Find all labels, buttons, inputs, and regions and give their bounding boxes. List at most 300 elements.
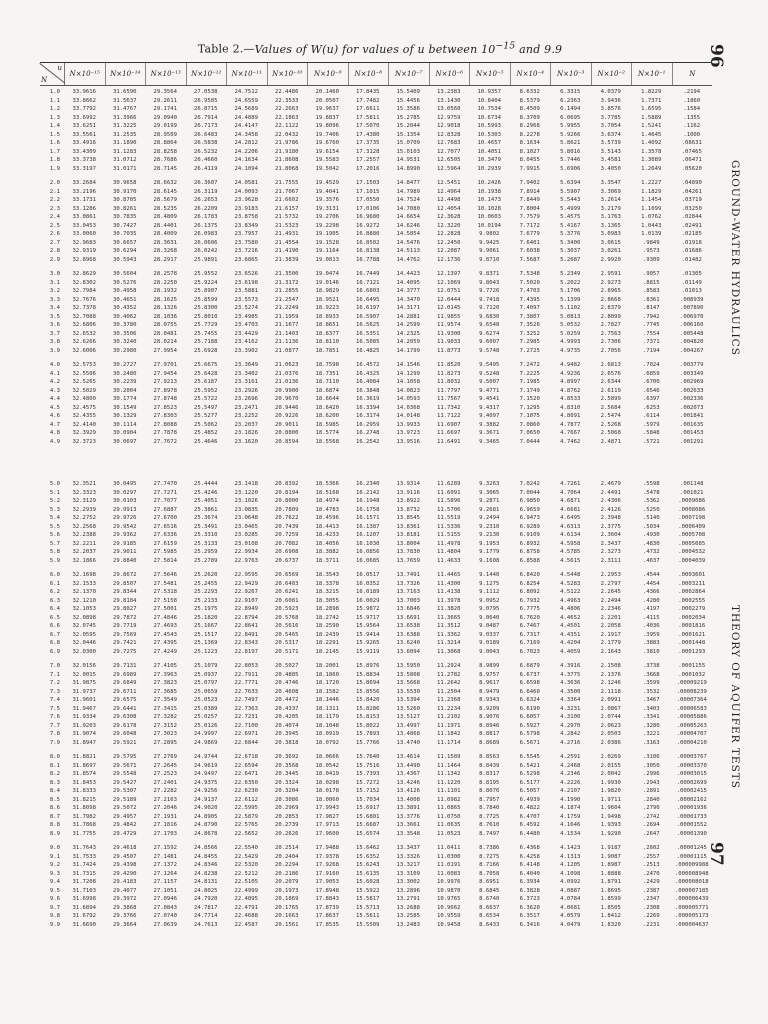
- table-cell: 5.7446: [560, 157, 581, 163]
- n-value: 4.1: [49, 370, 60, 377]
- table-cell: 16.6803: [355, 288, 380, 294]
- table-cell: 1.9290: [600, 830, 621, 837]
- table-cell: 2.4679: [600, 481, 621, 487]
- table-cell: 24.1094: [234, 165, 259, 172]
- table-cell: 30.5276: [112, 279, 137, 286]
- table-cell: 20.7259: [274, 532, 299, 538]
- table-cell: 4.9735: [560, 347, 581, 354]
- table-cell: 7.0242: [519, 481, 540, 487]
- table-cell: 12.7683: [436, 140, 461, 146]
- table-cell: 29.6048: [112, 731, 137, 737]
- table-cell: 4.1423: [560, 845, 581, 851]
- table-cell: 13.6094: [396, 648, 421, 655]
- n-value: 3.0: [49, 271, 60, 277]
- n-value: 8.5: [49, 796, 60, 803]
- table-cell: 16.0352: [355, 580, 380, 587]
- value-column: [145, 270, 186, 355]
- table-cell: .8147: [642, 305, 660, 311]
- table-cell: 15.8022: [355, 722, 380, 729]
- table-cell: .00004210: [676, 739, 707, 746]
- n-value: 8.8: [49, 822, 60, 828]
- n-value: 3.4: [49, 305, 60, 311]
- table-cell: 5.4999: [560, 205, 581, 212]
- value-column: [307, 571, 348, 656]
- table-cell: .0007198: [678, 515, 706, 521]
- table-cell: .07465: [681, 148, 702, 155]
- table-cell: 14.3470: [396, 296, 421, 303]
- table-cell: 25.7729: [193, 322, 218, 328]
- table-cell: 21.5732: [274, 214, 299, 220]
- value-column: [510, 270, 551, 355]
- table-cell: 16.1758: [355, 506, 380, 513]
- table-cell: 3.7785: [600, 114, 621, 121]
- table-cell: 15.7152: [355, 788, 380, 794]
- table-cell: 21.4931: [274, 231, 299, 237]
- table-cell: 20.8594: [274, 438, 299, 445]
- table-cell: 20.5616: [274, 623, 299, 629]
- table-cell: 11.9300: [436, 330, 461, 337]
- table-cell: 11.9033: [436, 339, 461, 345]
- table-cell: .01686: [681, 248, 702, 254]
- table-cell: 10.1473: [477, 197, 502, 203]
- table-cell: 20.5317: [274, 640, 299, 646]
- table-cell: 31.6690: [72, 921, 97, 928]
- table-cell: .02844: [681, 214, 702, 220]
- table-cell: 2.6119: [600, 387, 621, 394]
- table-cell: 31.3966: [112, 114, 137, 121]
- table-cell: 20.5768: [274, 614, 299, 621]
- n-value: 3.7: [49, 330, 60, 337]
- table-cell: 29.7275: [112, 648, 137, 655]
- table-cell: 18.8933: [315, 313, 340, 320]
- table-cell: 26.2209: [193, 205, 218, 212]
- table-cell: 11.3512: [436, 623, 461, 629]
- table-cell: 25.6928: [193, 347, 218, 354]
- table-cell: 11.0750: [436, 813, 461, 820]
- table-cell: 7.1749: [519, 387, 540, 394]
- n-value: 2.7: [49, 239, 60, 246]
- table-cell: 33.7792: [72, 106, 97, 112]
- table-cell: 14.7989: [396, 188, 421, 195]
- table-cell: 17.8435: [355, 89, 380, 95]
- table-cell: 4.0784: [560, 896, 581, 902]
- table-cell: 27.7878: [153, 430, 178, 436]
- table-cell: 1.2649: [641, 165, 662, 172]
- table-cell: 27.3282: [153, 714, 178, 720]
- table-cell: 30.4651: [112, 296, 137, 303]
- table-cell: 24.9375: [193, 779, 218, 786]
- table-cell: 1.8505: [600, 904, 621, 911]
- table-cell: 17.9268: [315, 862, 340, 868]
- table-cell: 31.6894: [72, 904, 97, 911]
- table-cell: 32.3929: [72, 430, 97, 436]
- table-cell: 32.7984: [72, 288, 97, 294]
- table-cell: 12.6505: [436, 157, 461, 163]
- table-cell: 2.5899: [600, 396, 621, 402]
- table-cell: 10.2939: [477, 165, 502, 172]
- table-cell: 8.7166: [479, 862, 500, 868]
- table-cell: 3.3069: [600, 188, 621, 195]
- table-cell: 4.7462: [560, 438, 581, 445]
- table-cell: 22.7100: [234, 722, 259, 729]
- value-column: [226, 179, 267, 264]
- table-cell: .01918: [681, 239, 702, 246]
- table-cell: 32.0015: [72, 671, 97, 678]
- table-cell: 29.5671: [112, 762, 137, 769]
- table-cell: .3341: [642, 714, 660, 720]
- table-cell: 11.0523: [436, 830, 461, 837]
- table-cell: 27.8978: [153, 387, 178, 394]
- table-cell: 6.7467: [519, 623, 540, 629]
- table-cell: 4.4204: [560, 640, 581, 646]
- table-cell: 18.2145: [315, 648, 340, 655]
- table-cell: 30.0904: [112, 430, 137, 436]
- n-value: 3.8: [49, 339, 60, 345]
- table-cell: 22.5429: [234, 853, 259, 860]
- table-cell: 18.5774: [315, 430, 340, 436]
- table-cell: 33.0060: [72, 231, 97, 237]
- table-cell: 1.0139: [641, 231, 662, 237]
- table-cell: .03250: [681, 205, 702, 212]
- table-cell: 15.8153: [355, 714, 380, 720]
- table-cell: 12.2087: [436, 248, 461, 254]
- table-cell: 20.2969: [274, 805, 299, 811]
- table-cell: .00001733: [676, 813, 707, 820]
- table-cell: 29.1741: [153, 106, 178, 112]
- table-cell: 16.8502: [355, 239, 380, 246]
- table-cell: 1.8791: [600, 879, 621, 885]
- n-column: [40, 179, 64, 264]
- table-cell: 33.9616: [72, 89, 97, 95]
- table-cell: 19.9637: [315, 106, 340, 112]
- table-cell: .002969: [679, 379, 704, 385]
- table-cell: 23.9183: [234, 205, 259, 212]
- n-value: 6.0: [49, 572, 60, 578]
- table-cell: 24.4147: [234, 123, 259, 129]
- table-cell: 9.3465: [479, 438, 500, 445]
- table-cell: 5.2349: [560, 271, 581, 277]
- value-column: [348, 179, 389, 264]
- table-cell: .00009219: [676, 680, 707, 686]
- table-cell: 31.9601: [72, 697, 97, 703]
- value-column: [105, 179, 146, 264]
- table-cell: 2.3604: [600, 532, 621, 538]
- table-cell: 27.7271: [153, 489, 178, 496]
- table-cell: .004820: [679, 339, 704, 345]
- table-cell: 18.2291: [315, 640, 340, 646]
- value-column: [186, 662, 227, 747]
- table-cell: 23.1220: [234, 489, 259, 496]
- table-cell: .001841: [679, 413, 704, 419]
- table-cell: 18.7598: [315, 362, 340, 368]
- table-cell: 13.7491: [396, 572, 421, 578]
- table-cell: 27.6336: [153, 532, 178, 538]
- n-value: 6.3: [49, 597, 60, 604]
- table-cell: 15.6801: [355, 813, 380, 820]
- value-column: [631, 270, 672, 355]
- value-column: [307, 179, 348, 264]
- table-cell: 5.9955: [560, 123, 581, 129]
- table-cell: 29.6178: [112, 722, 137, 729]
- table-cell: 24.9020: [193, 805, 218, 811]
- table-cell: 11.8273: [436, 370, 461, 377]
- table-cell: 27.2282: [153, 788, 178, 794]
- table-cell: 30.5943: [112, 256, 137, 263]
- table-bottom-half: [40, 480, 712, 928]
- table-cell: 20.6081: [274, 597, 299, 604]
- table-cell: 17.9160: [315, 870, 340, 877]
- n-value: 7.4: [49, 697, 60, 703]
- table-cell: 4.2346: [560, 771, 581, 777]
- table-cell: 5.3776: [560, 231, 581, 237]
- table-cell: 4.5448: [560, 572, 581, 578]
- table-cell: 6.3828: [519, 887, 540, 894]
- table-cell: 24.8346: [193, 862, 218, 868]
- table-cell: .2513: [642, 862, 660, 868]
- table-cell: 20.4337: [274, 705, 299, 712]
- value-column: [267, 753, 308, 838]
- table-cell: 14.6654: [396, 214, 421, 220]
- table-cell: 23.0835: [234, 506, 259, 513]
- value-column: [631, 88, 672, 173]
- table-cell: 27.0843: [153, 904, 178, 911]
- table-cell: 15.9872: [355, 606, 380, 612]
- value-column: [672, 571, 713, 656]
- n-value: 2.6: [49, 231, 60, 237]
- table-cell: 21.7067: [274, 188, 299, 195]
- n-value: 7.3: [49, 688, 60, 695]
- table-cell: 1.4092: [641, 140, 662, 146]
- table-cell: 13.5127: [396, 714, 421, 720]
- table-cell: 18.1446: [315, 697, 340, 703]
- table-cell: 13.3109: [396, 870, 421, 877]
- table-cell: 2.7306: [600, 339, 621, 345]
- table-cell: 18.3215: [315, 589, 340, 595]
- table-cell: 25.4852: [193, 430, 218, 436]
- table-cell: .02185: [681, 231, 702, 237]
- table-cell: 4.4501: [560, 623, 581, 629]
- n-value: 4.3: [49, 387, 60, 394]
- table-cell: 29.3972: [112, 896, 137, 902]
- table-cell: 28.7145: [153, 165, 178, 172]
- table-cell: 25.0937: [193, 671, 218, 678]
- table-cell: 29.9185: [112, 540, 137, 547]
- value-column: [429, 179, 470, 264]
- table-cell: 14.1299: [396, 370, 421, 377]
- table-cell: 31.8821: [72, 754, 97, 760]
- table-cell: 22.2663: [274, 106, 299, 112]
- table-cell: 6.6460: [519, 688, 540, 695]
- table-cell: 22.9763: [234, 557, 259, 564]
- table-cell: 32.7676: [72, 296, 97, 303]
- table-cell: .01149: [681, 279, 702, 286]
- table-cell: .0006409: [678, 523, 706, 530]
- value-column: [307, 844, 348, 929]
- n-value: 8.4: [49, 788, 60, 794]
- table-cell: 7.5020: [519, 279, 540, 286]
- value-column: [550, 88, 591, 173]
- table-cell: 32.2939: [72, 506, 97, 513]
- table-cell: 18.3882: [315, 549, 340, 555]
- table-cell: 7.4097: [519, 305, 540, 311]
- table-cell: 15.5713: [355, 904, 380, 911]
- table-cell: 27.1931: [153, 813, 178, 820]
- table-cell: .5140: [642, 515, 660, 521]
- table-cell: 13.9723: [396, 430, 421, 436]
- table-cell: .4454: [642, 580, 660, 587]
- table-cell: .2231: [642, 921, 660, 928]
- table-cell: 3.7054: [600, 123, 621, 129]
- n-value: 7.7: [49, 722, 60, 729]
- table-cell: 2.9591: [600, 271, 621, 277]
- n-value: 3.6: [49, 322, 60, 328]
- table-cell: 13.2688: [396, 904, 421, 911]
- value-column: [64, 179, 105, 264]
- table-cell: 14.9531: [396, 157, 421, 163]
- table-cell: 3.3547: [600, 180, 621, 186]
- table-cell: 15.6687: [355, 822, 380, 828]
- table-cell: 6.2363: [560, 97, 581, 104]
- table-cell: .0001155: [678, 663, 706, 669]
- n-value: 1.1: [49, 97, 60, 104]
- n-value: 6.5: [49, 614, 60, 621]
- table-cell: 22.6230: [234, 788, 259, 794]
- table-cell: 32.0745: [72, 623, 97, 629]
- table-cell: 24.0581: [234, 180, 259, 186]
- table-cell: 18.3711: [315, 557, 340, 564]
- value-column: [226, 361, 267, 446]
- table-cell: 2.4491: [600, 489, 621, 496]
- table-cell: 26.2653: [193, 197, 218, 203]
- table-cell: 10.9357: [477, 89, 502, 95]
- table-cell: 11.5706: [436, 506, 461, 513]
- table-cell: 5.3037: [560, 248, 581, 254]
- table-cell: 13.6846: [396, 606, 421, 612]
- table-cell: 31.7982: [72, 813, 97, 820]
- table-cell: 16.7449: [355, 271, 380, 277]
- table-cell: 9.9425: [479, 239, 500, 246]
- table-cell: 16.8880: [355, 231, 380, 237]
- table-cell: 9.3263: [479, 481, 500, 487]
- table-cell: 17.8637: [315, 913, 340, 919]
- n-value: 1.7: [49, 148, 60, 155]
- table-cell: 6.5545: [519, 754, 540, 760]
- table-cell: 13.3326: [396, 853, 421, 860]
- table-cell: 25.9224: [193, 279, 218, 286]
- table-cell: 25.0389: [193, 705, 218, 712]
- table-cell: 23.5573: [234, 296, 259, 303]
- table-cell: 1.8987: [600, 862, 621, 868]
- table-cell: 27.0538: [193, 89, 218, 95]
- n-value: 1.5: [49, 131, 60, 138]
- table-cell: 24.8025: [193, 887, 218, 894]
- n-value: 7.6: [49, 714, 60, 720]
- table-cell: 1.8888: [600, 870, 621, 877]
- value-column: [631, 361, 672, 446]
- table-cell: .1860: [683, 97, 701, 104]
- table-cell: 8.1027: [519, 148, 540, 155]
- table-cell: 4.8762: [560, 387, 581, 394]
- table-cell: 23.7216: [234, 248, 259, 254]
- table-cell: 30.9658: [112, 180, 137, 186]
- table-cell: 29.6989: [112, 671, 137, 678]
- value-column: [550, 361, 591, 446]
- table-cell: 2.1376: [600, 671, 621, 678]
- table-cell: 15.6135: [355, 870, 380, 877]
- table-cell: .03719: [681, 197, 702, 203]
- table-cell: 9.7120: [479, 305, 500, 311]
- table-cell: 1.8320: [600, 921, 621, 928]
- table-cell: 16.3619: [355, 396, 380, 402]
- table-cell: 32.3723: [72, 438, 97, 445]
- table-cell: 24.9869: [193, 739, 218, 746]
- table-cell: 8.8195: [479, 779, 500, 786]
- table-cell: 29.6308: [112, 714, 137, 720]
- table-cell: 21.6602: [274, 197, 299, 203]
- table-cell: 27.5158: [153, 597, 178, 604]
- table-cell: 32.1698: [72, 572, 97, 578]
- table-cell: 25.6675: [193, 362, 218, 368]
- table-cell: .3467: [642, 697, 660, 703]
- table-cell: 12.2828: [436, 231, 461, 237]
- table-cell: 6.5927: [519, 722, 540, 729]
- table-cell: 6.4592: [519, 822, 540, 828]
- row-group: [40, 662, 712, 747]
- table-cell: 18.4783: [315, 506, 340, 513]
- table-cell: 20.2404: [274, 853, 299, 860]
- table-cell: 16.2959: [355, 421, 380, 428]
- table-cell: 30.1774: [112, 396, 137, 402]
- table-cell: 7.0044: [519, 489, 540, 496]
- table-cell: 2.1917: [600, 631, 621, 638]
- table-cell: 27.2769: [153, 754, 178, 760]
- table-cell: 30.8705: [112, 197, 137, 203]
- n-value: 4.2: [49, 379, 60, 385]
- table-cell: 29.9542: [112, 523, 137, 530]
- table-cell: 14.3777: [396, 288, 421, 294]
- table-cell: 25.5722: [193, 396, 218, 402]
- n-value: 8.1: [49, 762, 60, 769]
- table-cell: 16.0685: [355, 557, 380, 564]
- table-cell: 33.0861: [72, 214, 97, 220]
- table-cell: 21.4190: [274, 248, 299, 254]
- row-group: [40, 480, 712, 565]
- column-header: N×10⁻³: [551, 63, 592, 85]
- table-cell: .05620: [681, 165, 702, 172]
- table-cell: 20.4885: [274, 671, 299, 678]
- n-value: 8.9: [49, 830, 60, 837]
- table-cell: 10.9765: [436, 896, 461, 902]
- n-value: 8.7: [49, 813, 60, 820]
- table-cell: 9.3065: [479, 489, 500, 496]
- table-cell: .1355: [683, 114, 701, 121]
- table-cell: 17.2557: [355, 157, 380, 163]
- table-cell: 20.4472: [274, 697, 299, 703]
- table-cell: 20.0507: [315, 97, 340, 104]
- column-header: N×10⁻¹⁴: [106, 63, 147, 85]
- table-cell: 25.8300: [193, 305, 218, 311]
- table-cell: 31.8333: [72, 788, 97, 794]
- table-cell: 25.5497: [193, 404, 218, 411]
- table-cell: 5.4575: [560, 214, 581, 220]
- table-cell: 20.6569: [274, 572, 299, 578]
- table-cell: .06471: [681, 157, 702, 163]
- n-value: 1.6: [49, 140, 60, 146]
- table-cell: 31.9737: [72, 688, 97, 695]
- n-column: [40, 844, 64, 929]
- table-cell: 20.7622: [274, 515, 299, 521]
- table-cell: 1.0443: [641, 222, 662, 229]
